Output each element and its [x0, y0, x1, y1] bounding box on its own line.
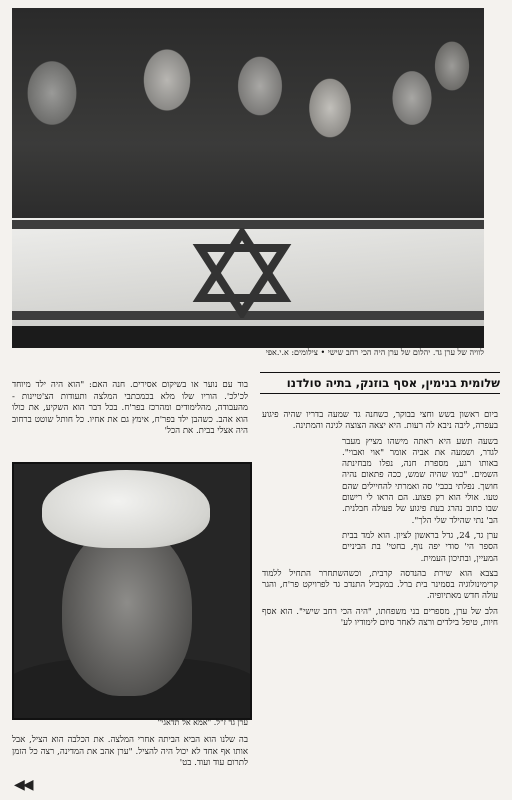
quote-block: בוד עם נוער או בשיקום אסירים. חנה האם: "הוא היה ילד מיוחד לכ'לכ'. הוריו שלו מלא בכמכתבי המלצה ותעודות הצ'טיינות - מהעבודה, מהלימודים ומהרכז בפר'ח. בכל דבר הוא השקיע, את כולו הוא אהב. כשהבן ילד בפר'ח, אימץ גם את אחיו. כל חותל שוטט ברחוב היה אצלי בבית. את הכל' — [12, 380, 248, 436]
article-byline: שלומית בנימין, אסף בוזנק, בתיה סולדנו — [260, 372, 500, 394]
bottom-paragraph: בה שלנו הוא הביא הביתה אחרי המלצה. את הכלבה הוא הציל, אבל אותו אף אחד לא יכול היה להציל. "ערן אהב את המדינה, רצה כל הזמן לתרום עוד ועוד. בט' — [12, 735, 248, 768]
paragraph: הלב של ערן, מספרים בני משפחתו, "היה הכי רחב שישי". הוא אסף חיות, טיפל בילדים ורצה לאחר סיום לימודיו לע' — [262, 606, 498, 629]
portrait-caption: ערן גד ז"ל. "אמא אל תדאגי" — [157, 718, 248, 727]
paragraph: ערן גד, 24, גדל בראשון לציון. הוא למד בבית הספר הי' סודי יפה נוף, בחטי' בת הביניים המעיין, ובתיכון העמית. — [342, 530, 498, 564]
star-of-david-icon — [182, 228, 302, 318]
funeral-photo — [12, 8, 484, 348]
photo-caption: לוויה של ערן גד. יהלום של ערן היה הכי רחב שישי • צילומים: א.י.אפי — [265, 348, 484, 357]
portrait-photo — [12, 462, 252, 720]
back-arrows-icon[interactable]: ◀◀ — [14, 777, 32, 793]
article-body — [262, 410, 498, 633]
paragraph: בצבא הוא שירת בהנדסה קרבית, וכשהשתחרר התחיל ללמוד קרימינולוגיה בסמינר בית ברל. במקביל התנדב גד לפרויקט פר'ח, והגר עולה חדש מאתיופיה. — [262, 568, 498, 602]
israeli-flag — [12, 218, 484, 328]
paragraph: בשעה תשע היא ראתה מישהו מציץ מעבר לגדר, ושמעה את אביה אומר "אוי ואבוי". באותו רגע, מספרת חנה, נפלו מבחינתה השמים. "כמו שהיה שמש, ככה פתאום נהיה חושך. נפלתי בכבי' סה ואמרתי להחיילים שהם טעו. אולי הוא רק פצוע. הם הראו לי רישום שבו כתוב נהרג בעת פיגוע של פעולה חבלנית. הב' נתי שהילד שלי הלך". — [342, 436, 498, 526]
paragraph: ביום ראשון בשש וחצי בבוקר, כשחנה גד שמעה בדריו שהיה פיגוע בעפרה, ליבה ניבא לה רעות. היא יצאה הצוצה לגינה והמתינה. — [262, 410, 498, 432]
